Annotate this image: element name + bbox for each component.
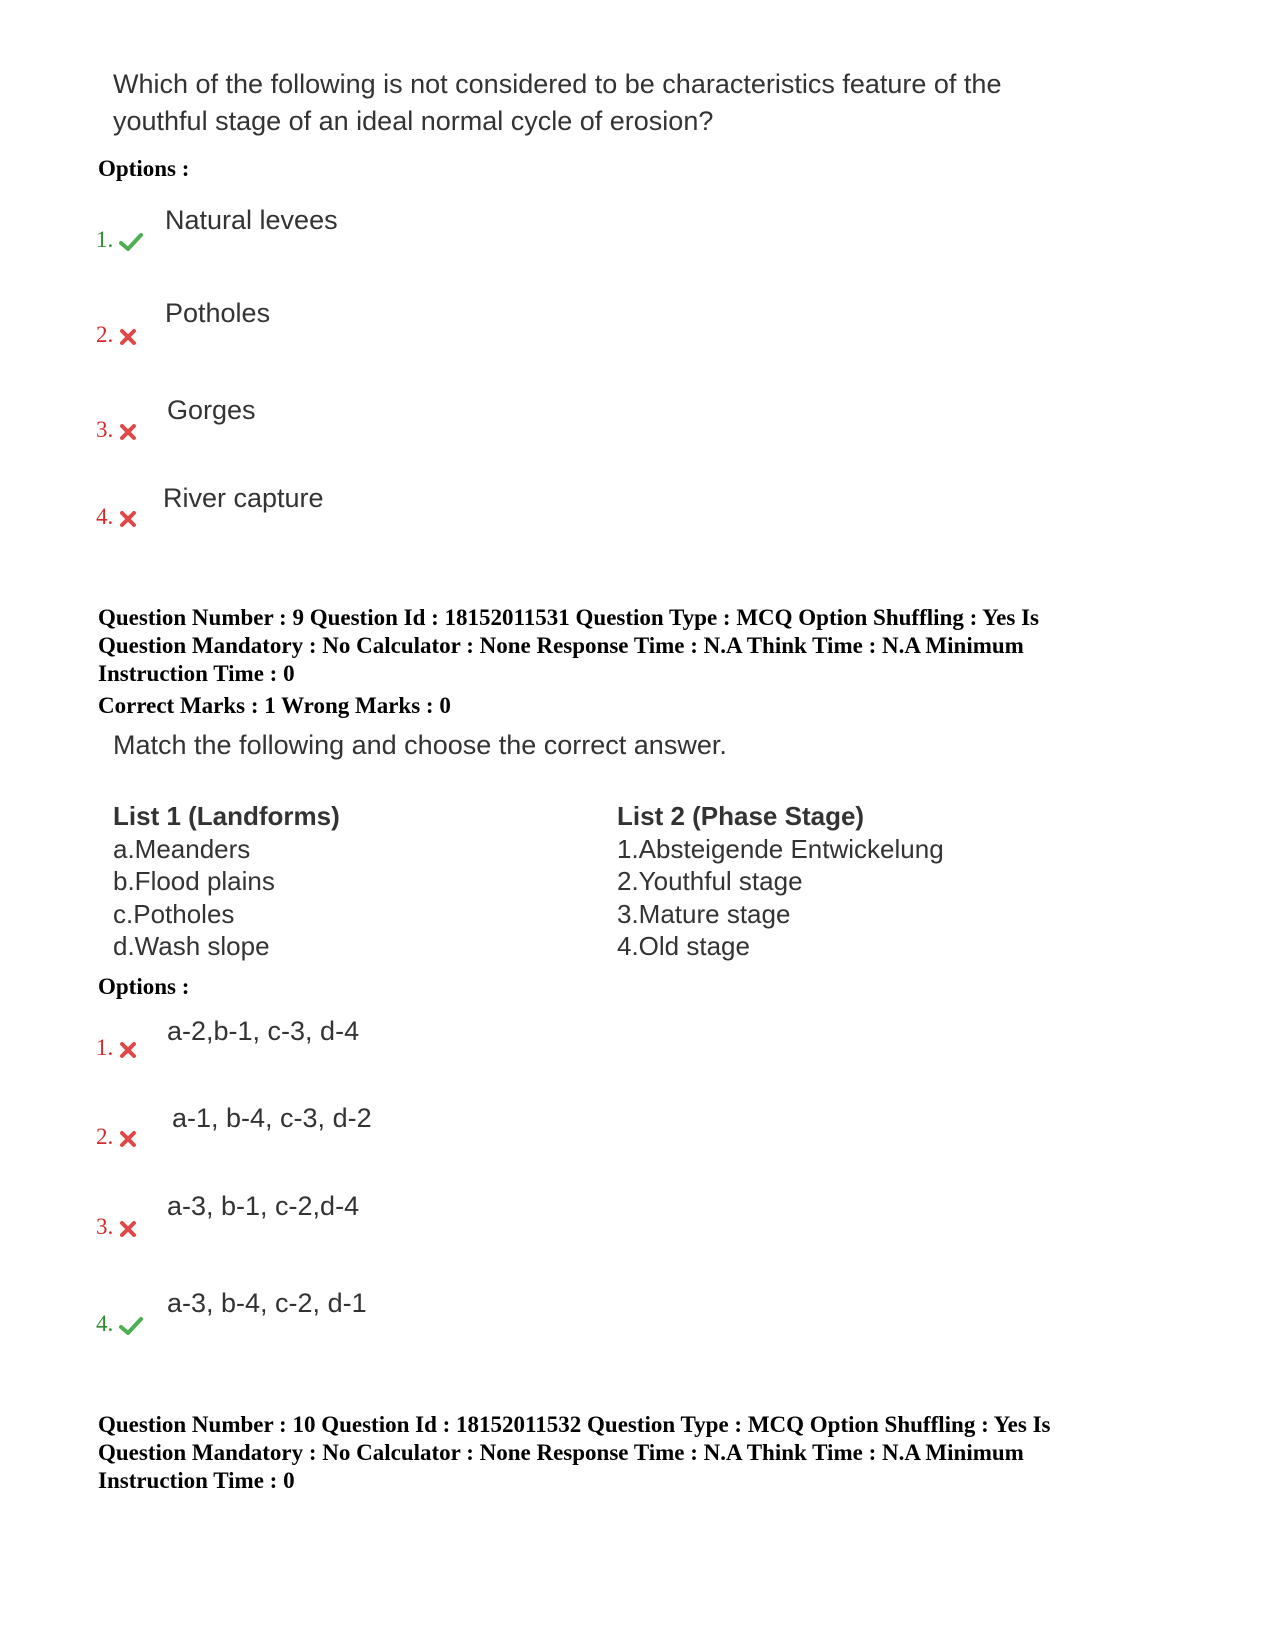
q10-meta-line-3: Instruction Time : 0 [98, 1468, 295, 1493]
q9-list-1-item: b.Flood plains [113, 866, 275, 896]
q9-options-label: Options : [98, 974, 190, 999]
q9-meta-line-2: Question Mandatory : No Calculator : None Response Time : N.A Think Time : N.A Minimum [98, 633, 1024, 658]
q9-marks: Correct Marks : 1 Wrong Marks : 0 [98, 693, 451, 718]
cross-icon [119, 328, 137, 346]
q9-option-3-number: 3. [96, 1214, 137, 1240]
q8-option-4-text: River capture [163, 483, 324, 513]
q10-meta-line-2: Question Mandatory : No Calculator : None Response Time : N.A Think Time : N.A Minimum [98, 1440, 1024, 1465]
cross-icon [119, 1220, 137, 1238]
q9-list-1-item: a.Meanders [113, 833, 251, 864]
q9-meta-line-3: Instruction Time : 0 [98, 661, 295, 686]
q9-meta-line-1: Question Number : 9 Question Id : 18152011531 Question Type : MCQ Option Shuffling : Yes Is [98, 605, 1039, 630]
q9-list-2 [617, 800, 944, 963]
q8-options-label: Options : [98, 156, 190, 181]
q8-question-line-1: Which of the following is not considered to be characteristics feature of the [113, 69, 1002, 99]
cross-icon [119, 423, 137, 441]
q8-option-4-number: 4. [96, 504, 137, 530]
q9-list-2-item: 1.Absteigende Entwickelung [617, 833, 944, 864]
q8-option-1-text: Natural levees [165, 205, 338, 235]
q9-list-2-item: 3.Mature stage [617, 898, 791, 929]
q8-option-3-number: 3. [96, 417, 137, 443]
cross-icon [119, 1041, 137, 1059]
q9-list-2-heading: List 2 (Phase Stage) [617, 801, 865, 831]
q9-option-2-number: 2. [96, 1124, 137, 1150]
q9-list-2-item: 4.Old stage [617, 931, 750, 961]
q9-option-1-text: a-2,b-1, c-3, d-4 [167, 1016, 360, 1046]
q9-list-1-heading: List 1 (Landforms) [113, 801, 340, 831]
q9-option-2-text: a-1, b-4, c-3, d-2 [172, 1103, 372, 1133]
q9-list-1-item: c.Potholes [113, 898, 235, 929]
q9-option-1-number: 1. [96, 1035, 137, 1061]
q8-option-2-text: Potholes [165, 298, 271, 328]
q9-list-2-item: 2.Youthful stage [617, 866, 803, 896]
q10-meta-line-1: Question Number : 10 Question Id : 18152011532 Question Type : MCQ Option Shuffling : Yes Is [98, 1412, 1051, 1437]
q9-question: Match the following and choose the correct answer. [113, 730, 727, 760]
cross-icon [119, 1130, 137, 1148]
check-icon [119, 232, 143, 252]
q9-option-4-number: 4. [96, 1311, 143, 1337]
check-icon [119, 1316, 143, 1336]
cross-icon [119, 510, 137, 528]
q9-list-1-item: d.Wash slope [113, 931, 270, 961]
q8-option-1-number: 1. [96, 227, 143, 253]
q9-list-1 [113, 800, 340, 963]
q8-option-2-number: 2. [96, 322, 137, 348]
q9-option-3-text: a-3, b-1, c-2,d-4 [167, 1191, 360, 1221]
q8-option-3-text: Gorges [167, 395, 256, 425]
q9-option-4-text: a-3, b-4, c-2, d-1 [167, 1288, 367, 1318]
q8-question-line-2: youthful stage of an ideal normal cycle of erosion? [113, 106, 714, 136]
